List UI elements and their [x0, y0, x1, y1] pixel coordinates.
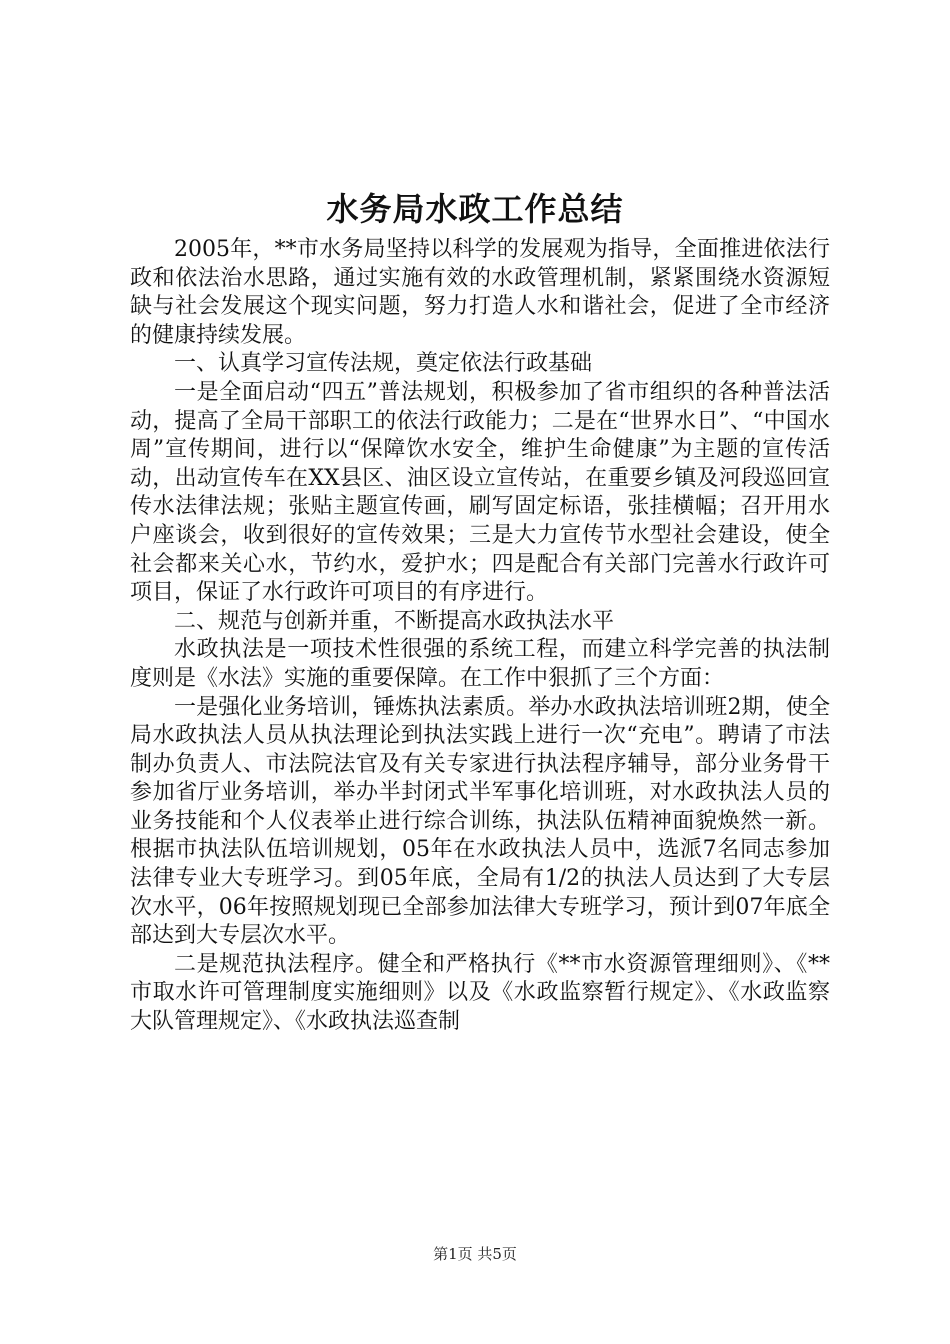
section-heading-2: 二、规范与创新并重，不断提高水政执法水平 — [174, 608, 615, 634]
section-heading-1: 一、认真学习宣传法规，奠定依法行政基础 — [174, 351, 593, 377]
paragraph-publicity: 一是全面启动“四五”普法规划，积极参加了省市组织的各种普法活动，提高了全局干部职工的依法行政能力；二是在“世界水日”、“中国水周”宣传期间，进行以“保障饮水安全，维护生命健康”为主题的宣传活动，出动宣传车在XX县区、油区设立宣传站，在重要乡镇及河段巡回宣传水法律法规；张贴主题宣传画，刷写固定标语，张挂横幅；召开用水户座谈会，收到很好的宣传效果；三是大力宣传节水型社会建设，使全社会都来关心水，节约水，爱护水；四是配合有关部门完善水行政许可项目，保证了水行政许可项目的有序进行。 — [130, 379, 830, 606]
paragraph-training: 一是强化业务培训，锤炼执法素质。举办水政执法培训班2期，使全局水政执法人员从执法理论到执法实践上进行一次“充电”。聘请了市法制办负责人、市法院法官及有关专家进行执法程序辅导，部分业务骨干参加省厅业务培训，举办半封闭式半军事化培训班，对水政执法人员的业务技能和个人仪表举止进行综合训练，执法队伍精神面貌焕然一新。根据市执法队伍培训规划，05年在水政执法人员中，选派7名同志参加法律专业大专班学习。到05年底，全局有1/2的执法人员达到了大专层次水平，06年按照规划现已全部参加法律大专班学习，预计到07年底全部达到大专层次水平。 — [130, 694, 830, 949]
page-footer: 第1页 共5页 — [433, 1245, 517, 1263]
document-title: 水务局水政工作总结 — [326, 190, 624, 228]
paragraph-enforcement-intro: 水政执法是一项技术性很强的系统工程，而建立科学完善的执法制度则是《水法》实施的重要保障。在工作中狠抓了三个方面： — [130, 637, 830, 691]
paragraph-procedures: 二是规范执法程序。健全和严格执行《**市水资源管理细则》、《**市取水许可管理制度实施细则》以及《水政监察暂行规定》、《水政监察大队管理规定》、《水政执法巡查制 — [130, 951, 830, 1035]
document-body — [130, 236, 830, 1037]
paragraph-intro: 2005年，**市水务局坚持以科学的发展观为指导，全面推进依法行政和依法治水思路，通过实施有效的水政管理机制，紧紧围绕水资源短缺与社会发展这个现实问题，努力打造人水和谐社会，促进了全市经济的健康持续发展。 — [130, 237, 830, 348]
